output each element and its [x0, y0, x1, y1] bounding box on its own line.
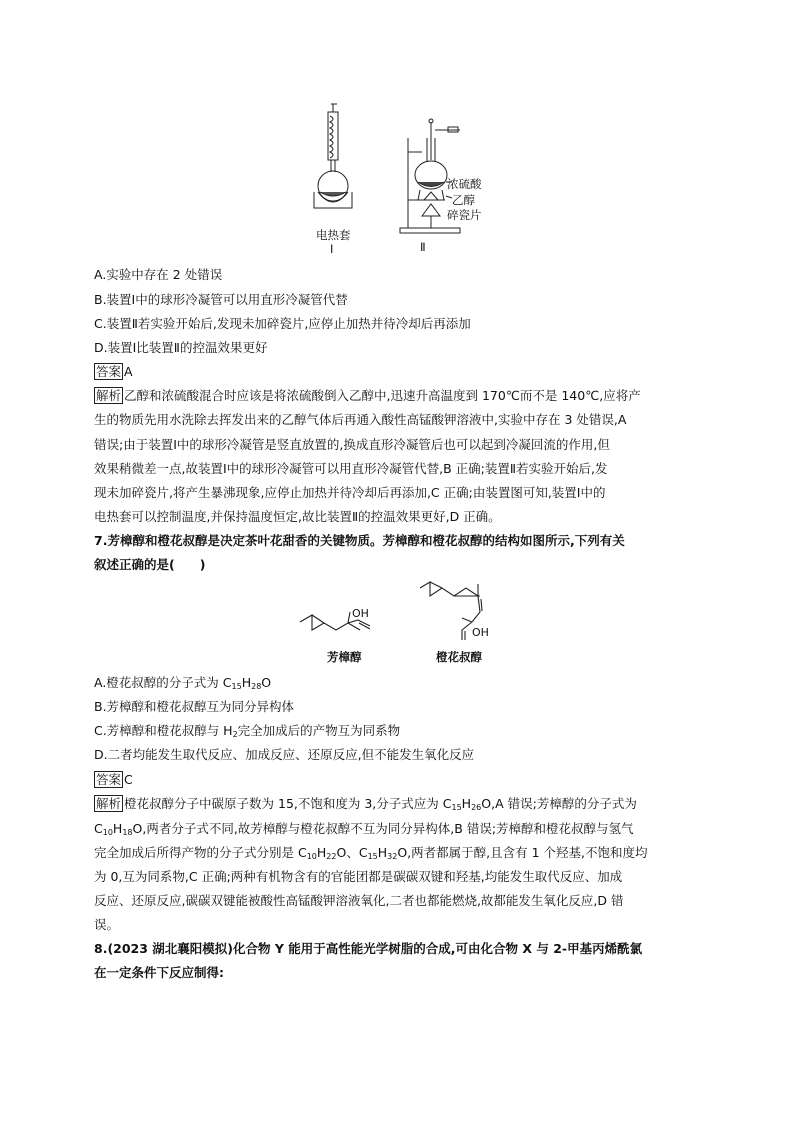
q7-stem-line-2: 叙述正确的是( ): [94, 557, 206, 572]
q7-analysis-line-6: 误。: [94, 917, 120, 932]
q6-analysis-line-1: 解析 乙醇和浓硫酸混合时应该是将浓硫酸倒入乙醇中,迅速升高温度到 170℃而不是 140℃,应将产: [96, 388, 641, 403]
nerolidol-label: 橙花叔醇: [436, 650, 482, 664]
q7-option-b: B.芳樟醇和橙花叔醇互为同分异构体: [94, 699, 295, 714]
linalool-label: 芳樟醇: [327, 650, 362, 664]
answer-tag: 答案: [96, 772, 122, 787]
q7-answer: [94, 771, 133, 789]
q6-option-b: B.装置Ⅰ中的球形冷凝管可以用直形冷凝管代替: [94, 292, 348, 307]
linalool-oh: OH: [352, 607, 369, 620]
answer-value: A: [124, 364, 133, 379]
q7-option-a: A.橙花叔醇的分子式为 $C_{15}H_{28}O$: [94, 675, 272, 691]
label-porcelain-chips: 碎瓷片: [447, 208, 482, 222]
nerolidol-oh: OH: [472, 626, 489, 639]
q7-analysis-line-1: 解析 橙花叔醇分子中碳原子数为 15,不饱和度为 3,分子式应为 $C_{15}H_{26}O,A$ 错误;芳樟醇的分子式为: [96, 796, 637, 812]
q8-stem-line-1: 8.(2023 湖北襄阳模拟)化合物 Y 能用于高性能光学树脂的合成,可由化合物 X 与 2-甲基丙烯酰氯: [94, 941, 643, 956]
linalool-structure: [298, 606, 388, 642]
analysis-tag: 解析: [96, 388, 122, 403]
q6-analysis-line-3: 错误;由于装置Ⅰ中的球形冷凝管是竖直放置的,换成直形冷凝管后也可以起到冷凝回流的作用,但: [94, 437, 610, 452]
label-conc-sulfuric-acid: 浓硫酸: [447, 177, 482, 191]
q6-analysis-line-2: 生的物质先用水洗除去挥发出来的乙醇气体后再通入酸性高锰酸钾溶液中,实验中存在 3 处错误,A: [94, 412, 627, 427]
q7-option-c: C.芳樟醇和橙花叔醇与 $H_2$完全加成后的产物互为同系物: [94, 723, 401, 739]
q6-analysis-line-6: 电热套可以控制温度,并保持温度恒定,故比装置Ⅱ的控温效果更好,D 正确。: [94, 509, 501, 524]
q6-analysis-line-5: 现未加碎瓷片,将产生暴沸现象,应停止加热并待冷却后再添加,C 正确;由装置图可知,装置Ⅰ中的: [94, 485, 606, 500]
q7-analysis-line-4: 为 0,互为同系物,C 正确;两种有机物含有的官能团都是碳碳双键和羟基,均能发生取代反应、加成: [94, 869, 623, 884]
label-ethanol: 乙醇: [452, 193, 475, 207]
label-apparatus-I: Ⅰ: [330, 242, 334, 256]
q7-analysis-line-2: $C_{10}H_{18}O$,两者分子式不同,故芳樟醇与橙花叔醇不互为同分异构体,B 错误;芳樟醇和橙花叔醇与氢气: [94, 821, 634, 837]
q7-analysis-line-5: 反应、还原反应,碳碳双键能被酸性高锰酸钾溶液氧化,二者也都能燃烧,故都能发生氧化反应,D 错: [94, 893, 624, 908]
q6-option-d: D.装置Ⅰ比装置Ⅱ的控温效果更好: [94, 340, 268, 355]
q6-answer: [94, 363, 133, 381]
q6-option-c: C.装置Ⅱ若实验开始后,发现未加碎瓷片,应停止加热并待冷却后再添加: [94, 316, 471, 331]
q7-option-d: D.二者均能发生取代反应、加成反应、还原反应,但不能发生氧化反应: [94, 747, 475, 762]
label-apparatus-II: Ⅱ: [420, 240, 426, 254]
answer-tag: 答案: [96, 364, 122, 379]
q7-stem-line-1: 7.芳樟醇和橙花叔醇是决定茶叶花甜香的关键物质。芳樟醇和橙花叔醇的结构如图所示,下列有关: [94, 533, 625, 548]
q8-stem-line-2: 在一定条件下反应制得:: [94, 965, 224, 980]
analysis-tag: 解析: [96, 796, 122, 811]
q7-analysis-line-3: 完全加成后所得产物的分子式分别是 $C_{10}H_{22}O$、$C_{15}H_{32}O$,两者都属于醇,且含有 1 个羟基,不饱和度均: [94, 845, 648, 861]
q6-analysis-line-4: 效果稍微差一点,故装置Ⅰ中的球形冷凝管可以用直形冷凝管代替,B 正确;装置Ⅱ若实验开始后,发: [94, 461, 608, 476]
answer-value: C: [124, 772, 133, 787]
q6-option-a: A.实验中存在 2 处错误: [94, 267, 223, 282]
label-heating-mantle: 电热套: [316, 228, 351, 242]
